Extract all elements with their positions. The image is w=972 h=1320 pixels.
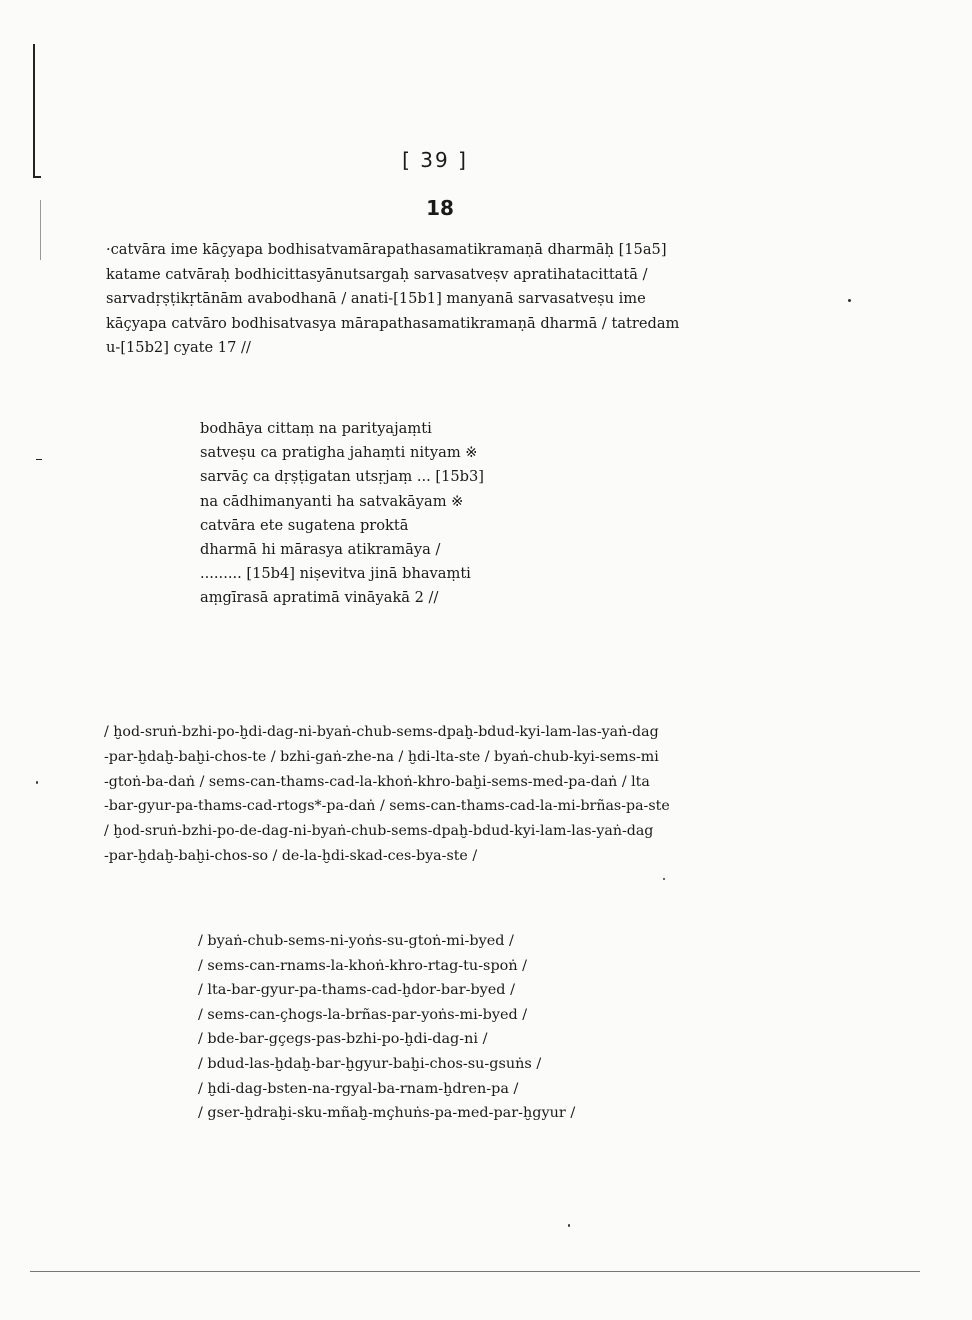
tibetan-verse-line: / sems-can-çhogs-la-brñas-par-yoṅs-mi-byed / [198, 1006, 528, 1023]
tibetan-prose-line: -bar-gyur-pa-thams-cad-rtogs*-pa-daṅ / sems-can-thams-cad-la-mi-brñas-pa-ste [104, 798, 670, 815]
scan-dash-mark [36, 459, 42, 460]
sanskrit-verse-line: sarvāç ca dṛṣṭigatan utsṛjaṃ ... [15b3] [200, 468, 484, 486]
tibetan-prose-line: -gtoṅ-ba-daṅ / sems-can-thams-cad-la-khoṅ-khro-baḫi-sems-med-pa-daṅ / lta [104, 773, 650, 790]
scan-speck [663, 878, 665, 880]
sanskrit-verse-line: aṃgīrasā apratimā vināyakā 2 // [200, 589, 439, 607]
scan-edge-vertical [33, 44, 35, 177]
sanskrit-verse-line: dharmā hi mārasya atikramāya / [200, 541, 441, 559]
sanskrit-prose-line: ·catvāra ime kāçyapa bodhisatvamārapathasamatikramaṇā dharmāḥ [15a5] [106, 241, 667, 258]
tibetan-verse [198, 929, 658, 1126]
tibetan-verse-line: / bdud-las-ḫdaḫ-bar-ḫgyur-baḫi-chos-su-gsuṅs / [198, 1055, 542, 1072]
sanskrit-prose-line: sarvadṛṣṭikṛtānām avabodhanā / anati-[15b1] manyanā sarvasatveṣu ime [106, 290, 646, 307]
sanskrit-verse-line: ......... [15b4] niṣevitva jinā bhavaṃti [200, 565, 471, 583]
scan-speck [848, 299, 851, 302]
sanskrit-verse-line: satveṣu ca pratigha jahaṃti nityam ※ [200, 444, 478, 462]
tibetan-prose-line: -par-ḫdaḫ-baḫi-chos-so / de-la-ḫdi-skad-ces-bya-ste / [104, 847, 478, 864]
tibetan-prose-line: -par-ḫdaḫ-baḫi-chos-te / bzhi-gaṅ-zhe-na / ḫdi-lta-ste / byaṅ-chub-kyi-sems-mi [104, 748, 659, 765]
sanskrit-verse-line: catvāra ete sugatena proktā [200, 516, 409, 534]
sanskrit-verse [200, 417, 620, 611]
page-number: [ 39 ] [402, 148, 468, 172]
tibetan-verse-line: / bde-bar-gçegs-pas-bzhi-po-ḫdi-dag-ni / [198, 1031, 488, 1048]
sanskrit-verse-line: bodhāya cittaṃ na parityajaṃti [200, 420, 432, 437]
sanskrit-prose-line: kāçyapa catvāro bodhisatvasya mārapathasamatikramaṇā dharmā / tatredam [106, 314, 680, 332]
scan-edge-bottom [30, 1271, 920, 1272]
scan-edge-vertical-lower [40, 200, 41, 260]
tibetan-verse-line: / byaṅ-chub-sems-ni-yoṅs-su-gtoṅ-mi-byed / [198, 933, 514, 949]
tibetan-verse-line: / lta-bar-gyur-pa-thams-cad-ḫdor-bar-byed / [198, 982, 515, 999]
section-number: 18 [426, 196, 454, 220]
scan-speck [568, 1224, 570, 1227]
sanskrit-prose-line: katame catvāraḥ bodhicittasyānutsargaḥ sarvasatveṣv apratihatacittatā / [106, 265, 648, 283]
tibetan-prose-line: / ḫod-sruṅ-bzhi-po-ḫdi-dag-ni-byaṅ-chub-sems-dpaḫ-bdud-kyi-lam-las-yaṅ-dag [104, 724, 659, 740]
scan-speck [36, 781, 38, 784]
tibetan-prose-line: / ḫod-sruṅ-bzhi-po-de-dag-ni-byaṅ-chub-sems-dpaḫ-bdud-kyi-lam-las-yaṅ-dag [104, 823, 654, 840]
sanskrit-prose [106, 238, 786, 361]
sanskrit-verse-line: na cādhimanyanti ha satvakāyam ※ [200, 492, 464, 510]
tibetan-verse-line: / gser-ḫdraḫi-sku-mñaḫ-mçhuṅs-pa-med-par-ḫgyur / [198, 1105, 576, 1122]
tibetan-verse-line: / ḫdi-dag-bsten-na-rgyal-ba-rnam-ḫdren-pa / [198, 1080, 519, 1097]
tibetan-prose [104, 720, 794, 869]
sanskrit-prose-line: u-[15b2] cyate 17 // [106, 339, 251, 356]
scan-edge-corner [33, 176, 41, 178]
tibetan-verse-line: / sems-can-rnams-la-khoṅ-khro-rtag-tu-spoṅ / [198, 957, 528, 974]
